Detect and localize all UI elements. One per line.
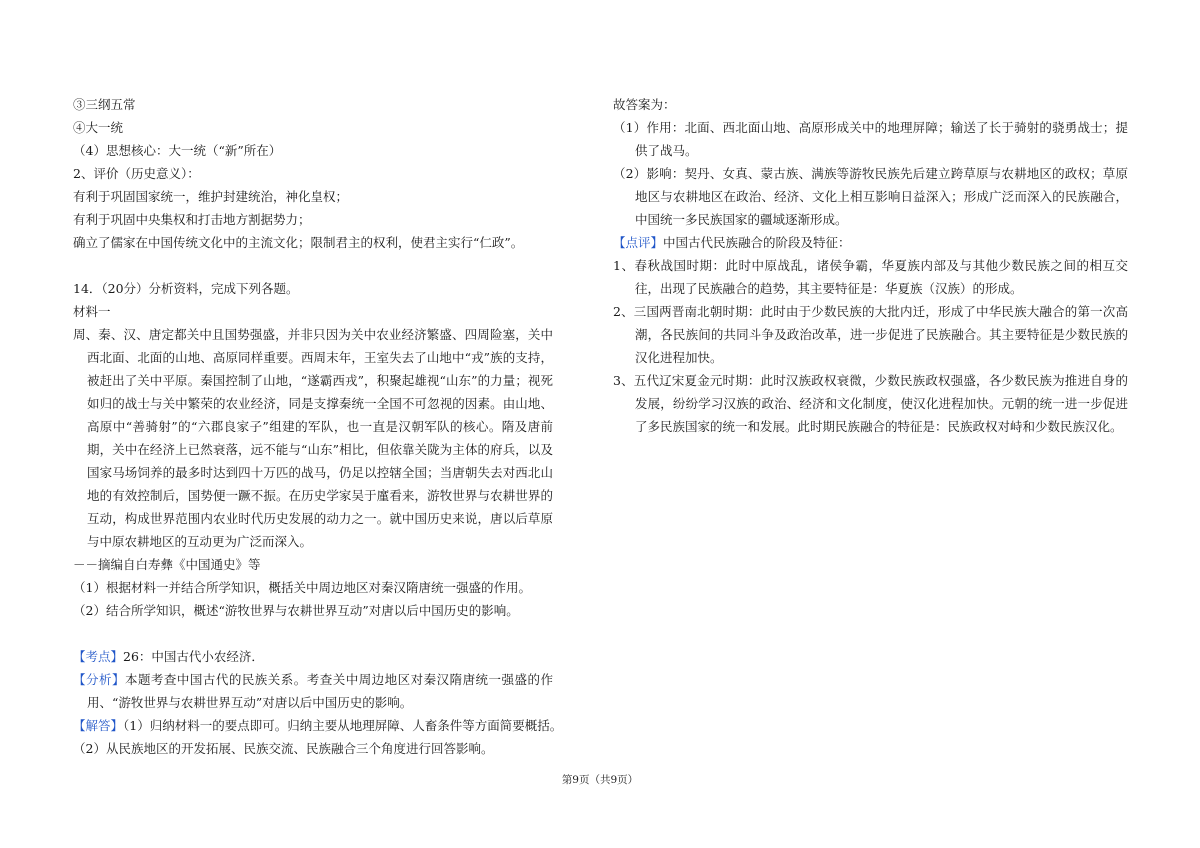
text-line: ④大一统 xyxy=(73,120,124,135)
fenxi-tag: 【分析】 xyxy=(73,672,125,687)
fenxi-text: 本题考查中国古代的民族关系。考查关中周边地区对秦汉隋唐统一强盛的作用、“游牧世界与农耕世界互动”对唐以后中国历史的影响。 xyxy=(87,672,553,710)
spacer xyxy=(73,622,553,645)
kaodian xyxy=(73,645,553,668)
answer-intro: 故答案为： xyxy=(613,97,676,112)
question-title: 14．（20分）分析资料，完成下列各题。 xyxy=(73,281,299,296)
jieda xyxy=(73,714,563,737)
text-line: ③三纲五常 xyxy=(73,97,136,112)
point-1: 1、春秋战国时期：此时中原战乱，诸侯争霸，华夏族内部及与其他少数民族之间的相互交往，出现了民族融合的趋势，其主要特征是：华夏族（汉族）的形成。 xyxy=(613,258,1128,296)
dianping-tag: 【点评】 xyxy=(613,235,664,250)
sub-question-2: （2）结合所学知识，概述“游牧世界与农耕世界互动”对唐以后中国历史的影响。 xyxy=(73,603,519,618)
jieda-part-2: （2）从民族地区的开发拓展、民族交流、民族融合三个角度进行回答影响。 xyxy=(73,741,494,756)
fenxi xyxy=(73,668,553,714)
material-text: 周、秦、汉、唐定都关中且国势强盛，并非只因为关中农业经济繁盛、四周险塞，关中西北面、北面的山地、高原同样重要。西周末年，王室失去了山地中“戎”族的支持，被赶出了关中平原。秦国控制了山地，“遂霸西戎”，积聚起雄视“山东”的力量；视死如归的战士与关中繁荣的农业经济，同是支撑秦统一全国不可忽视的因素。由山地、高原中“善骑射”的“六郡良家子”组建的军队，也一直是汉朝军队的核心。隋及唐前期，关中在经济上已然衰落，远不能与“山东”相比，但依靠关陇为主体的府兵，以及国家马场饲养的最多时达到四十万匹的战马，仍足以控辖全国；当唐朝失去对西北山地的有效控制后，国势便一蹶不振。在历史学家吴于廑看来，游牧世界与农耕世界的互动，构成世界范围内农业时代历史发展的动力之一。就中国历史来说，唐以后草原与中原农耕地区的互动更为广泛而深入。 xyxy=(73,327,553,549)
text-line: 确立了儒家在中国传统文化中的主流文化；限制君主的权利，使君主实行“仁政”。 xyxy=(73,235,524,250)
kaodian-text: 26：中国古代小农经济． xyxy=(123,649,264,664)
dianping-text: 中国古代民族融合的阶段及特征： xyxy=(663,235,851,250)
spacer xyxy=(73,254,553,277)
jieda-text: （1）归纳材料一的要点即可。归纳主要从地理屏障、人畜条件等方面简要概括。 xyxy=(123,718,563,733)
text-line: 有利于巩固中央集权和打击地方割据势力； xyxy=(73,212,311,227)
jieda-tag: 【解答】 xyxy=(73,718,124,733)
answer-1: （1）作用：北面、西北面山地、高原形成关中的地理屏障；输送了长于骑射的骁勇战士；提供了战马。 xyxy=(613,120,1128,158)
text-line: 有利于巩固国家统一，维护封建统治，神化皇权； xyxy=(73,189,349,204)
answer-2: （2）影响：契丹、女真、蒙古族、满族等游牧民族先后建立跨草原与农耕地区的政权；草原地区与农耕地区在政治、经济、文化上相互影响日益深入；形成广泛而深入的民族融合，中国统一多民族国家的疆域逐渐形成。 xyxy=(613,166,1128,227)
left-column xyxy=(73,93,563,760)
material-source: －－摘编自白寿彝《中国通史》等 xyxy=(73,557,261,572)
dianping xyxy=(613,231,1128,254)
kaodian-tag: 【考点】 xyxy=(73,649,124,664)
right-column xyxy=(613,93,1128,438)
point-3: 3、五代辽宋夏金元时期：此时汉族政权衰微，少数民族政权强盛，各少数民族为推进自身的发展，纷纷学习汉族的政治、经济和文化制度，使汉化进程加快。元朝的统一进一步促进了多民族国家的统一和发展。此时期民族融合的特征是：民族政权对峙和少数民族汉化。 xyxy=(613,373,1128,434)
text-line: （4）思想核心：大一统（“新”所在） xyxy=(73,143,282,158)
material-label: 材料一 xyxy=(73,304,111,319)
point-2: 2、三国两晋南北朝时期：此时由于少数民族的大批内迁，形成了中华民族大融合的第一次高潮，各民族间的共同斗争及政治改革，进一步促进了民族融合。其主要特征是少数民族的汉化进程加快。 xyxy=(613,304,1128,365)
text-line: 2、评价（历史意义）： xyxy=(73,166,200,181)
sub-question-1: （1）根据材料一并结合所学知识，概括关中周边地区对秦汉隋唐统一强盛的作用。 xyxy=(73,580,531,595)
page-footer: 第9页（共9页） xyxy=(561,774,639,786)
